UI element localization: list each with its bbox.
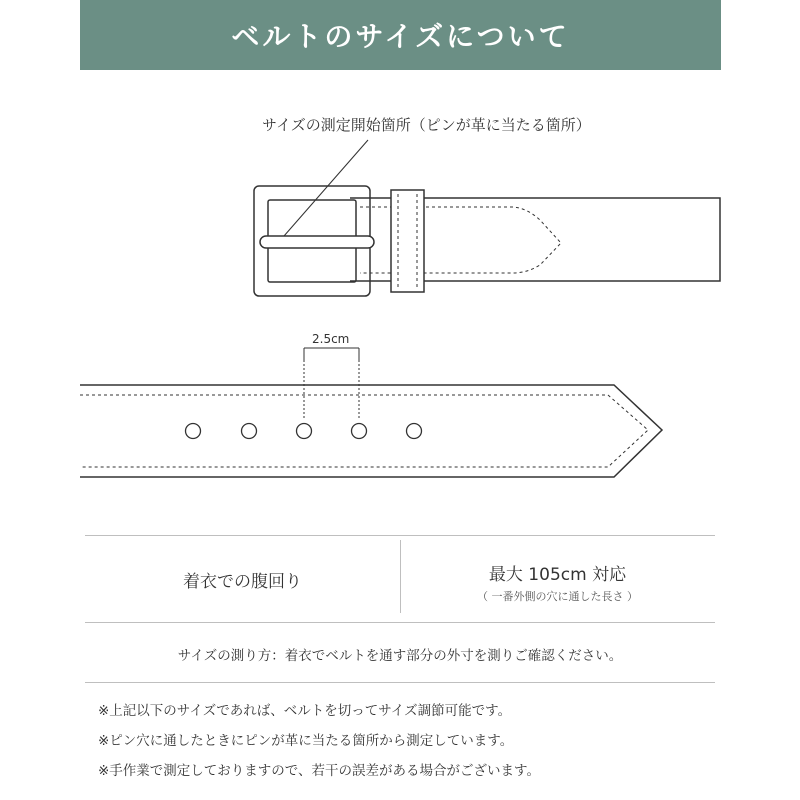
measurement-start-label: サイズの測定開始箇所（ピンが革に当たる箇所） (262, 116, 591, 134)
notes-list (98, 701, 540, 791)
strap-outline (80, 385, 662, 477)
note-item: ※手作業で測定しておりますので、若干の誤差がある場合がございます。 (98, 763, 540, 779)
max-size-note: （ 一番外側の穴に通した長さ ） (477, 590, 638, 603)
note-item: ※上記以下のサイズであれば、ベルトを切ってサイズ調節可能です。 (98, 703, 512, 719)
belt-strap-illustration (80, 385, 662, 477)
belt-hole-4 (352, 424, 367, 439)
belt-hole-3 (297, 424, 312, 439)
buckle-bar (260, 236, 374, 248)
belt-hole-2 (242, 424, 257, 439)
strap-stitch (80, 395, 648, 467)
belt-hole-1 (186, 424, 201, 439)
belt-hole-5 (407, 424, 422, 439)
table-bottom-divider (85, 622, 715, 623)
page-title: ベルトのサイズについて (231, 20, 570, 53)
howto-divider (85, 682, 715, 683)
table-top-divider (85, 535, 715, 536)
belt-keeper (391, 190, 424, 292)
how-to-measure-text: サイズの測り方：着衣でベルトを通す部分の外寸を測りご確認ください。 (177, 648, 623, 664)
waist-label: 着衣での腹回り (183, 572, 302, 592)
hole-spacing-label: 2.5cm (312, 332, 350, 346)
max-size-value: 最大 105cm 対応 (488, 565, 627, 585)
hole-spacing-indicator (304, 348, 359, 418)
belt-buckle-illustration (254, 140, 720, 296)
note-item: ※ピン穴に通したときにピンが革に当たる箇所から測定しています。 (98, 733, 514, 749)
buckle-strap-stitch (360, 207, 561, 273)
